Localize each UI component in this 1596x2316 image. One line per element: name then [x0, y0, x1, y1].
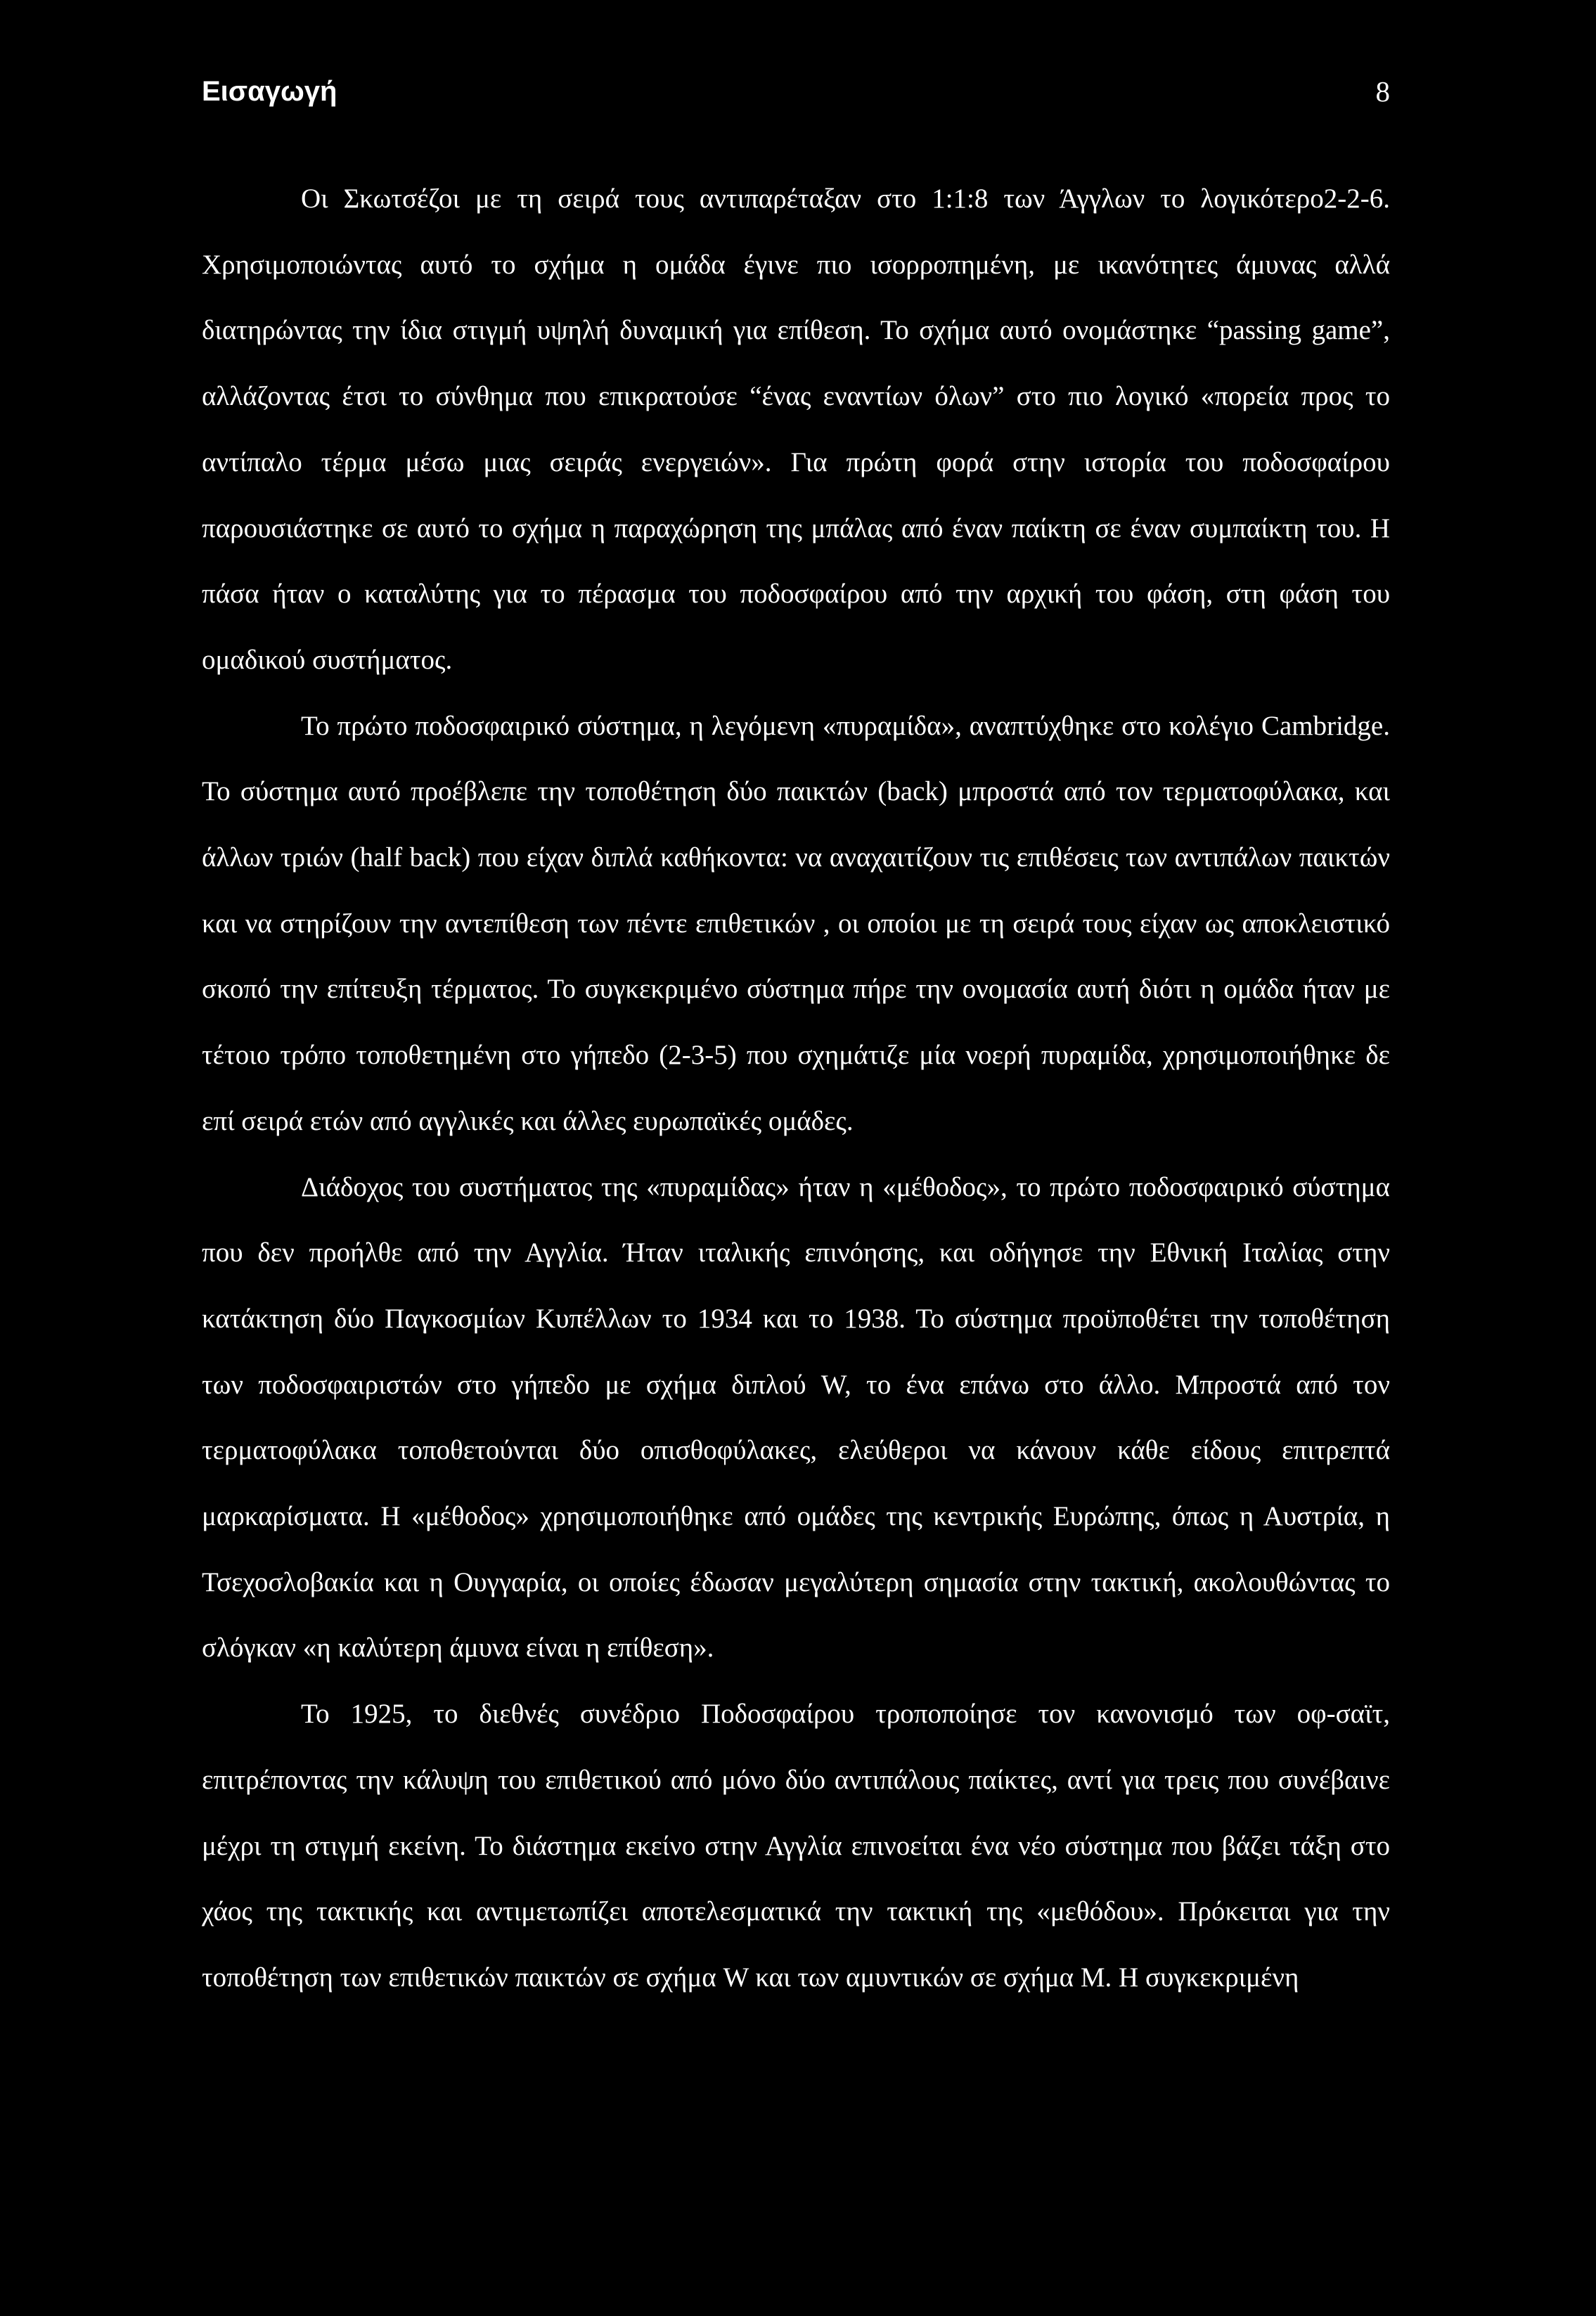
paragraph: Το πρώτο ποδοσφαιρικό σύστημα, η λεγόμενη «πυραμίδα», αναπτύχθηκε στο κολέγιο Cambridge. Το σύστημα αυτό προέβλεπε την τοποθέτηση δύο παικτών (back) μπροστά από τον τερματοφύλακα, και άλλων τριών (half back) που είχαν διπλά καθήκοντα: να αναχαιτίζουν τις επιθέσεις των αντιπάλων παικτών και να στηρίζουν την αντεπίθεση των πέντε επιθετικών , οι οποίοι με τη σειρά τους είχαν ως αποκλειστικό σκοπό την επίτευξη τέρματος. Το συγκεκριμένο σύστημα πήρε την ονομασία αυτή διότι η ομάδα ήταν με τέτοιο τρόπο τοποθετημένη στο γήπεδο (2-3-5) που σχημάτιζε μία νοερή πυραμίδα, χρησιμοποιήθηκε δε επί σειρά ετών από αγγλικές και άλλες ευρωπαϊκές ομάδες.: [202, 710, 1390, 1136]
paragraph: Το 1925, το διεθνές συνέδριο Ποδοσφαίρου τροποποίησε τον κανονισμό των οφ-σαϊτ, επιτρέποντας την κάλυψη του επιθετικού από μόνο δύο αντιπάλους παίκτες, αντί για τρεις που συνέβαινε μέχρι τη στιγμή εκείνη. Το διάστημα εκείνο στην Αγγλία επινοείται ένα νέο σύστημα που βάζει τάξη στο χάος της τακτικής και αντιμετωπίζει αποτελεσματικά την τακτική της «μεθόδου». Πρόκειται για την τοποθέτηση των επιθετικών παικτών σε σχήμα W και των αμυντικών σε σχήμα M. Η συγκεκριμένη: [202, 1699, 1390, 1993]
paragraph: Διάδοχος του συστήματος της «πυραμίδας» ήταν η «μέθοδος», το πρώτο ποδοσφαιρικό σύστημα που δεν προήλθε από την Αγγλία. Ήταν ιταλικής επινόησης, και οδήγησε την Εθνική Ιταλίας στην κατάκτηση δύο Παγκοσμίων Κυπέλλων το 1934 και το 1938. Το σύστημα προϋποθέτει την τοποθέτηση των ποδοσφαιριστών στο γήπεδο με σχήμα διπλού W, το ένα επάνω στο άλλο. Μπροστά από τον τερματοφύλακα τοποθετούνται δύο οπισθοφύλακες, ελεύθεροι να κάνουν κάθε είδους επιτρεπτά μαρκαρίσματα. Η «μέθοδος» χρησιμοποιήθηκε από ομάδες της κεντρικής Ευρώπης, όπως η Αυστρία, η Τσεχοσλοβακία και η Ουγγαρία, οι οποίες έδωσαν μεγαλύτερη σημασία στην τακτική, ακολουθώντας το σλόγκαν «η καλύτερη άμυνα είναι η επίθεση».: [202, 1171, 1390, 1664]
chapter-title: Εισαγωγή: [202, 76, 337, 107]
page-header: [202, 67, 1390, 116]
body-text: [202, 166, 1390, 2011]
page-number: 8: [1375, 75, 1390, 108]
paragraph: Οι Σκωτσέζοι με τη σειρά τους αντιπαρέταξαν στο 1:1:8 των Άγγλων το λογικότερο2-2-6. Χρησιμοποιώντας αυτό το σχήμα η ομάδα έγινε πιο ισορροπημένη, με ικανότητες άμυνας αλλά διατηρώντας την ίδια στιγμή υψηλή δυναμική για επίθεση. Το σχήμα αυτό ονομάστηκε “passing game”, αλλάζοντας έτσι το σύνθημα που επικρατούσε “ένας εναντίων όλων” στο πιο λογικό «πορεία προς το αντίπαλο τέρμα μέσω μιας σειράς ενεργειών». Για πρώτη φορά στην ιστορία του ποδοσφαίρου παρουσιάστηκε σε αυτό το σχήμα η παραχώρηση της μπάλας από έναν παίκτη σε έναν συμπαίκτη του. Η πάσα ήταν ο καταλύτης για το πέρασμα του ποδοσφαίρου από την αρχική του φάση, στη φάση του ομαδικού συστήματος.: [202, 184, 1390, 675]
